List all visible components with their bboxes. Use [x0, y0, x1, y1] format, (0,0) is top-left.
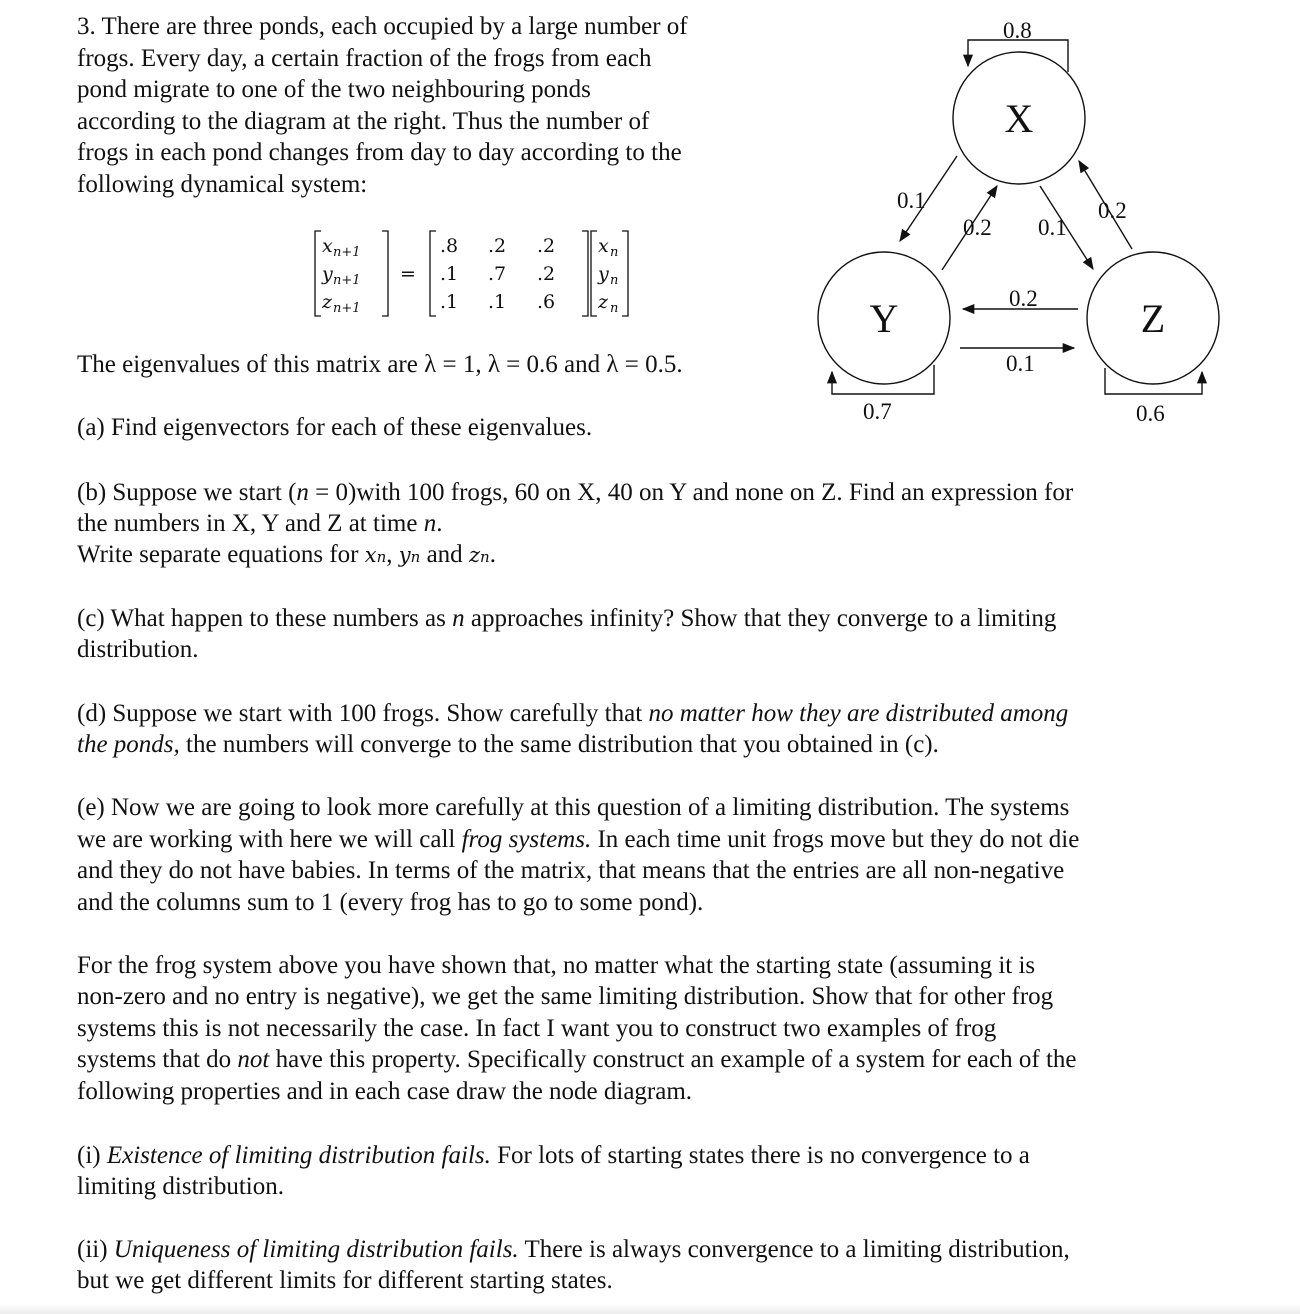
- part-d-line-1: [77, 698, 1068, 730]
- matrix-cell: .2: [537, 263, 556, 285]
- text-span: For lots of starting states there is no convergence to a: [490, 1142, 1030, 1169]
- label-y-to-x: 0.2: [963, 215, 992, 240]
- emphasis: no matter how they are distributed among: [648, 700, 1069, 727]
- label-z-to-y: 0.2: [1009, 286, 1038, 311]
- part-i-line-2: limiting distribution.: [77, 1173, 284, 1200]
- matrix-cell: .1: [488, 291, 507, 313]
- part-ii-line-2: but we get different limits for different starting states.: [77, 1267, 613, 1294]
- text-span: the numbers in X, Y and Z at time: [77, 510, 424, 537]
- para-line: following properties and in each case draw the node diagram.: [77, 1078, 693, 1105]
- intro-line: according to the diagram at the right. Thus the number of: [77, 108, 650, 135]
- node-y: [818, 252, 950, 384]
- sub-n: n: [376, 548, 387, 566]
- lhs-z-sub: n+1: [333, 301, 361, 316]
- rhs-z: z: [598, 291, 609, 313]
- part-ii-line-1: [77, 1234, 1070, 1266]
- emphasis: Existence of limiting distribution fails.: [106, 1142, 491, 1169]
- matrix-cell: .1: [440, 291, 459, 313]
- intro-line: 3. There are three ponds, each occupied by a large number of: [77, 13, 688, 40]
- part-b-line-3: [77, 539, 496, 574]
- part-b-line-1: [77, 477, 1073, 509]
- bottom-shadow: [0, 1304, 1300, 1314]
- matrix-brackets: [315, 231, 628, 316]
- text-span: .: [489, 541, 496, 568]
- part-e-line-1: (e) Now we are going to look more carefully at this question of a limiting distribution. The systems: [77, 794, 1070, 821]
- label-z-to-x: 0.2: [1098, 198, 1127, 223]
- part-e-line-3: and they do not have babies. In terms of the matrix, that means that the entries are all non-negative: [77, 857, 1065, 884]
- lhs-y: y: [322, 263, 333, 285]
- text-span: Write separate equations for: [77, 541, 365, 568]
- text-span: .: [436, 510, 443, 537]
- label-x-to-z: 0.1: [1038, 215, 1067, 240]
- var-n: n: [423, 510, 437, 537]
- matrix-cell: .8: [440, 235, 459, 257]
- text-span: (c) What happen to these numbers as: [77, 605, 453, 632]
- matrix-cell: .7: [488, 263, 507, 285]
- matrix-cell: .1: [440, 263, 459, 285]
- text-span: = 0)with 100 frogs, 60 on X, 40 on Y and none on Z. Find an expression for: [308, 479, 1074, 506]
- rhs-z-sub: n: [610, 301, 619, 316]
- part-e-line-2: [77, 824, 1079, 856]
- part-b-line-2: [77, 508, 442, 540]
- label-z-self: 0.6: [1136, 401, 1165, 426]
- matrix-cell: .2: [537, 235, 556, 257]
- label-y-to-z: 0.1: [1006, 351, 1035, 376]
- text-span: (i): [77, 1142, 107, 1169]
- label-x-self: 0.8: [1003, 20, 1032, 43]
- emphasis: not: [237, 1046, 270, 1073]
- para-line: non-zero and no entry is negative), we get the same limiting distribution. Show that for other frog: [77, 983, 1054, 1010]
- intro-line: following dynamical system:: [77, 171, 368, 198]
- label-x-to-y: 0.1: [897, 188, 926, 213]
- var-n: n: [452, 605, 465, 632]
- emphasis: the ponds,: [77, 731, 180, 758]
- text-span: In each time unit frogs move but they do not die: [591, 826, 1080, 853]
- sub-n: n: [480, 548, 490, 566]
- eigenvalues-statement: The eigenvalues of this matrix are λ = 1, λ = 0.6 and λ = 0.5.: [77, 351, 683, 378]
- rhs-y-sub: n: [610, 273, 619, 288]
- var-x: x: [364, 543, 377, 567]
- text-span: There is always convergence to a limiting distribution,: [518, 1236, 1070, 1263]
- self-loop-y-arrow: [832, 365, 934, 394]
- text-span: (b) Suppose we start (: [77, 479, 297, 506]
- label-y-self: 0.7: [863, 399, 892, 424]
- rhs-x-sub: n: [610, 245, 619, 260]
- part-a: (a) Find eigenvectors for each of these eigenvalues.: [77, 414, 593, 441]
- para-line: For the frog system above you have shown that, no matter what the starting state (assuming it is: [77, 952, 1036, 979]
- equals-sign: =: [400, 263, 416, 285]
- text-span: (ii): [77, 1236, 114, 1263]
- rhs-x: x: [598, 235, 609, 257]
- sub-n: n: [410, 548, 421, 566]
- part-c-line-1: [77, 603, 1056, 635]
- text-span: systems that do: [77, 1046, 238, 1073]
- matrix-equation: [312, 228, 642, 323]
- emphasis: frog systems.: [461, 826, 592, 853]
- self-loop-z-arrow: [1105, 368, 1202, 394]
- para-line: systems this is not necessarily the case. In fact I want you to construct two examples of frog: [77, 1015, 997, 1042]
- rhs-y: y: [598, 263, 609, 285]
- part-c-line-2: distribution.: [77, 636, 199, 663]
- lhs-x-sub: n+1: [333, 245, 361, 260]
- pond-z-label: Z: [1140, 296, 1166, 341]
- pond-x-label: X: [1004, 96, 1034, 141]
- matrix-cell: .2: [488, 235, 507, 257]
- text-span: we are working with here we will call: [77, 826, 462, 853]
- para-line: [77, 1044, 1077, 1076]
- node-z: [1087, 252, 1219, 384]
- lhs-z: z: [322, 291, 333, 313]
- var-n: n: [296, 479, 309, 506]
- text-span: and: [420, 541, 469, 568]
- text-span: approaches infinity? Show that they converge to a limiting: [464, 605, 1057, 632]
- lhs-y-sub: n+1: [333, 273, 361, 288]
- var-y: y: [398, 543, 411, 567]
- intro-line: frogs. Every day, a certain fraction of the frogs from each: [77, 45, 652, 72]
- self-loop-x-arrow: [968, 40, 1068, 72]
- part-d-line-2: [77, 729, 939, 761]
- var-z: z: [468, 543, 481, 567]
- part-i-line-1: [77, 1140, 1030, 1172]
- text-span: the numbers will converge to the same distribution that you obtained in (c).: [179, 731, 939, 758]
- intro-line: pond migrate to one of the two neighbouring ponds: [77, 76, 591, 103]
- pond-diagram: [800, 20, 1240, 440]
- text-span: have this property. Specifically construct an example of a system for each of the: [269, 1046, 1077, 1073]
- matrix-cell: .6: [537, 291, 556, 313]
- intro-line: frogs in each pond changes from day to day according to the: [77, 139, 682, 166]
- pond-y-label: Y: [869, 296, 899, 341]
- text-span: ,: [386, 541, 393, 568]
- emphasis: Uniqueness of limiting distribution fails.: [113, 1236, 519, 1263]
- node-x: [953, 52, 1085, 184]
- lhs-x: x: [322, 235, 333, 257]
- text-span: (d) Suppose we start with 100 frogs. Show carefully that: [77, 700, 649, 727]
- part-e-line-4: and the columns sum to 1 (every frog has to go to some pond).: [77, 889, 704, 916]
